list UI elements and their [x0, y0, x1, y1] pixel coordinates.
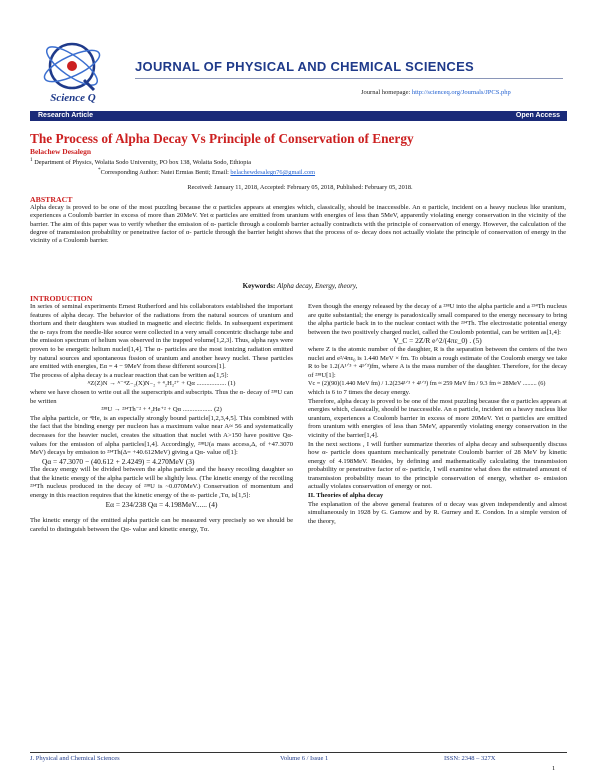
paragraph: The decay energy will be divided between the alpha particle and the heavy recoiling daughter so that the kinetic energy of the alpha particle will be slightly less. (The kinetic energy of the recoiling ²³⁴Th nucleus produced in the decay of ²³⁸U is ~0.070MeV.) Conservation of momentum and energy in this reaction requires that the kinetic energy of the α- particle ,Tα, is[1,5]:: [30, 466, 293, 500]
paragraph: Therefore, alpha decay is proved to be one of the most puzzling because the α particles appears at energies which, classically, should be inaccessible. An α particle, incident on a heavy nucleus like uranium, experiences a Coulomb barrier in excess of more 20MeV. Yet α particles are emitted from uranium with energies of less than 5MeV, apparently violating energy conservation in the vicinity of the barrier[1,4].: [308, 397, 567, 439]
paragraph: Even though the energy released by the decay of a ²³⁸U into the alpha particle and a ²³⁴Th nucleus are quite substantial; the energy is paradoxically small compared to the energy necessary to bring the alpha particle back in to the nuclear contact with the ²³⁴Th. The electrostatic potential energy between the two positively charged nuclei, called the Coulomb potential, can be written as[1,4]:: [308, 303, 567, 336]
page-footer: [30, 752, 567, 762]
homepage-link[interactable]: http://scienceq.org/Journals/JPCS.php: [411, 89, 511, 96]
journal-title: JOURNAL OF PHYSICAL AND CHEMICAL SCIENCES: [135, 59, 475, 74]
journal-homepage: [361, 89, 511, 96]
email-link[interactable]: belachewdesalegn76@gmail.com: [230, 169, 316, 177]
paragraph: In series of seminal experiments Ernest Rutherford and his collaborators established the important features of alpha decay. The behavior of the radiations from the natural sources of uranium and thorium and their daughters was studied in magnetic and electric fields. In subsequent experiment the α- rays from the needle-like source were collected in a very small concentric discharge tube and the emission spectrum of helium was observed in the trapped volume[1,2,3]. Thus, alpha rays were proven to be energetic helium nuclei[1,4]. The α- particles are the most ionizing radiation emitted by natural sources and spontaneous fission of uranium and another heavy nuclei. These particles are emitted with energies, Eα = 4 − 9MeV from these different sources[1].: [30, 303, 293, 371]
equation-2: ²³⁸U → ²³⁴Th⁻² + ⁴₂He⁺² + Qα .................. (2): [101, 406, 222, 414]
equation-4: Eα = 234/238 Qα = 4.198MeV...... (4): [105, 499, 218, 509]
science-q-logo: [34, 38, 112, 104]
received-dates: Received: January 11, 2018, Accepted: February 05, 2018, Published: February 05, 2018.: [187, 184, 413, 191]
abstract-heading: ABSTRACT: [30, 195, 73, 204]
footer-volume: Volume 6 / Issue 1: [280, 755, 329, 762]
paragraph: The kinetic energy of the emitted alpha particle can be measured very precisely so we should be careful to distinguish between the Qα- value and kinetic energy, Tα.: [30, 517, 293, 533]
equation-3: Qα = 47.3070 − (40.612 + 2.4249) = 4.270MeV (3): [42, 456, 195, 466]
article-type-band: [30, 111, 567, 121]
affiliation: $^1$ Department of Physics, Wolaita Sodo University, PO box 138, Wolaita Sodo, Ethiopia: [30, 157, 251, 167]
introduction-heading: INTRODUCTION: [30, 294, 93, 303]
journal-header: [34, 38, 564, 106]
author-name: Belachew Desalegn: [30, 147, 92, 156]
paragraph: where we have chosen to write out all the superscripts and subscripts. Thus the α- decay of ²³⁸U can be written: [30, 388, 293, 405]
equation-5: V_C = 2Z/R e^2/(4πε_0) . (5): [393, 336, 482, 346]
left-column: [30, 303, 293, 534]
section-2-heading: II. Theories of alpha decay: [308, 492, 384, 500]
corresponding-text: Corresponding Author: Natei Ermias Benti; Email:: [100, 169, 231, 177]
paragraph: where Z is the atomic number of the daughter, R is the separation between the centers of the two nuclei and e²/4πε₀ is 1.440 MeV × fm. To obtain a rough estimate of the Coulomb energy we take R to be 1.2(A¹ᐟ³ + 4¹ᐟ³)fm, where A is the mass number of the daughter. Therefore, for the decay of ²³⁸U[1]:: [308, 345, 567, 379]
homepage-label: Journal homepage:: [361, 89, 412, 96]
corresponding-author: *Corresponding Author: Natei Ermias Benti; Email: belachewdesalegn76@gmail.com: [98, 167, 316, 177]
footer-journal: J. Physical and Chemical Sciences: [30, 755, 120, 762]
equation-6: Vc = (2)(90)(1.440 MeV fm) / 1.2(234¹ᐟ³ + 4¹ᐟ³) fm ≈ 259 MeV fm / 9.3 fm ≈ 28MeV ......... (6): [308, 380, 546, 388]
page-number: 1: [552, 765, 556, 772]
affiliation-text: Department of Physics, Wolaita Sodo University, PO box 138, Wolaita Sodo, Ethiopia: [34, 159, 251, 167]
keywords-text: Alpha decay, Energy, theory,: [277, 282, 358, 290]
research-article-label: Research Article: [38, 112, 93, 119]
keywords-label: Keywords:: [242, 282, 276, 290]
header-divider: [135, 78, 563, 79]
footer-issn: ISSN: 2348 – 327X: [444, 755, 496, 762]
paragraph: The process of alpha decay is a nuclear reaction that can be written as[1,5]:: [30, 371, 229, 379]
paragraph: The alpha particle, or ⁴He, is an especially strongly bound particle[1,2,3,4,5]. This combined with the fact that the binding energy per nucleon has a maximum value near A≈ 56 and systematically decreases for the heavier nuclei, creates the situation that nuclei with A>150 have positive Qα- values for the emission of alpha particles[1,4]. Accordingly, ²³⁸U(a mass access,Δ, of +47.3070 MeV) decays by emission to ²³⁴Th(Δ= +40.612MeV) giving a Qα- value of[1]:: [30, 414, 293, 457]
keywords: [0, 282, 600, 290]
paragraph: In the next sections , I will further summarize theories of alpha decay and subsequently discuss how α- particle does quantum mechanically penetrate Coulomb barrier of 28 MeV by kinetic energy of 4.198MeV. Besides, by defining and mathematically calculating the transmission probability or penetrative factor of α- particle, I will examine what does the estimated amount of transmission probability mean to the principle conservation of energy, whether α- emission actually violates conservation of energy or not.: [308, 440, 567, 491]
logo-text: Science Q: [50, 92, 96, 104]
equation-1: ᴬZ(Z)N → ᴬ⁻⁴Z₋₂(X)N₋₂ + ⁴₂H₂²⁺ + Qα .................. (1): [87, 380, 236, 388]
abstract-text: Alpha decay is proved to be one of the most puzzling because the α particles appears at energies which, classically, should be inaccessible. An α particle, incident on a heavy nucleus like uranium, experiences a Coulomb barrier in excess of more than 20MeV. Yet α particles are emitted from uranium with energies of less than 5MeV, apparently violating energy conservation in the vicinity of the barrier. The aim of this paper was to verify whether the emission of α- particle through a coulomb barrier actually contradicts with the principle of conservation of energy. However, the calculation of the degree of transmission probability or penetrative factor of α- particle through the barrier height shows that the process of α- decay does not actually violate the principle of conservation of energy in the vicinity of a Coulomb barrier.: [30, 204, 566, 245]
paragraph: which is 6 to 7 times the decay energy.: [308, 388, 411, 396]
article-title: The Process of Alpha Decay Vs Principle of Conservation of Energy: [30, 131, 414, 146]
paragraph: The explanation of the above general features of α decay was given independently and almost simultaneously in 1928 by G. Gamow and by R. Gurney and E. Condon. In a simple version of the theory,: [308, 500, 567, 525]
right-column: [308, 303, 567, 526]
open-access-label: Open Access: [515, 112, 560, 119]
